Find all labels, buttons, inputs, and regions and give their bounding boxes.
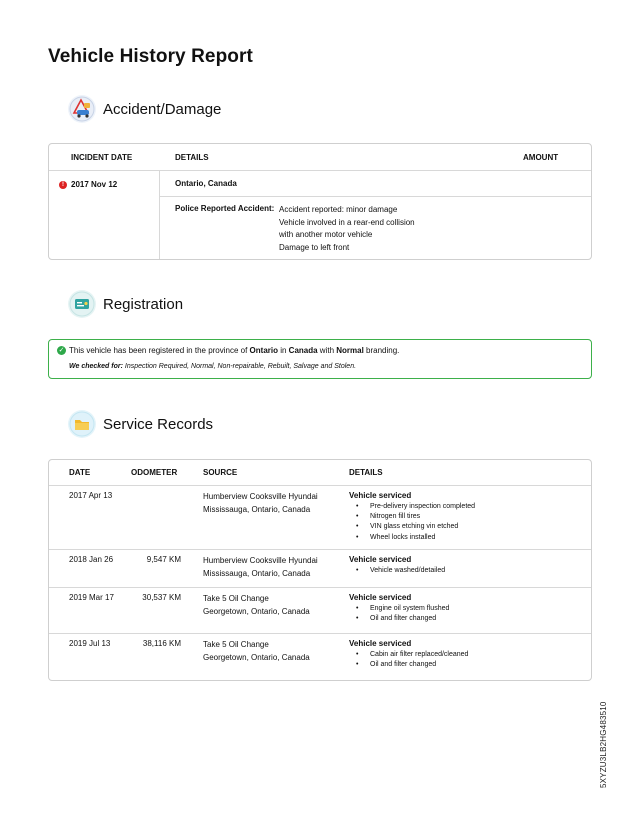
col-amount: AMOUNT — [523, 153, 559, 162]
service-source — [203, 491, 318, 516]
list-item: • Vehicle washed/detailed — [349, 566, 445, 576]
service-date: 2017 Apr 13 — [69, 491, 113, 500]
list-item: • Nitrogen fill tires — [349, 512, 475, 522]
list-item: • VIN glass etching vin etched — [349, 522, 475, 532]
registration-section-header — [68, 290, 183, 318]
reg-text: in — [278, 346, 289, 355]
incident-location: Ontario, Canada — [175, 179, 237, 188]
accident-section-header — [68, 95, 221, 123]
table-row — [49, 634, 591, 680]
incident-detail-line: Vehicle involved in a rear-end collision — [279, 217, 415, 227]
detail-heading: Vehicle serviced — [349, 639, 412, 648]
table-row — [49, 588, 591, 634]
service-table-header — [49, 460, 591, 486]
source-location: Mississauga, Ontario, Canada — [203, 504, 311, 514]
incident-details — [279, 204, 415, 254]
registration-section-title: Registration — [103, 295, 184, 313]
service-odometer: 9,547 KM — [146, 555, 181, 564]
incident-detail-line: Damage to left front — [279, 242, 350, 252]
accident-table — [48, 143, 592, 260]
police-reported-label: Police Reported Accident: — [175, 204, 275, 213]
source-name: Take 5 Oil Change — [203, 594, 269, 603]
checked-for-list: Inspection Required, Normal, Non-repairable, Rebuilt, Salvage and Stolen. — [122, 363, 357, 370]
source-location: Georgetown, Ontario, Canada — [203, 652, 310, 662]
table-row — [49, 486, 591, 550]
registration-box — [48, 339, 592, 379]
service-details — [349, 593, 449, 624]
source-location: Mississauga, Ontario, Canada — [203, 568, 311, 578]
service-source — [203, 639, 310, 664]
col-details: DETAILS — [349, 468, 383, 477]
registration-card-icon — [68, 290, 96, 318]
service-details — [349, 555, 445, 576]
service-date: 2018 Jan 26 — [69, 555, 114, 564]
service-date: 2019 Mar 17 — [69, 593, 114, 602]
list-item: • Cabin air filter replaced/cleaned — [349, 650, 468, 660]
alert-icon: ! — [59, 181, 67, 189]
checked-for-label: We checked for: — [69, 363, 123, 370]
accident-table-header — [49, 144, 591, 171]
incident-date-cell — [49, 171, 160, 259]
detail-heading: Vehicle serviced — [349, 491, 412, 500]
reg-branding: Normal — [336, 346, 364, 355]
registration-statement — [57, 346, 399, 355]
incident-detail-line: with another motor vehicle — [279, 230, 373, 239]
list-item: • Oil and filter changed — [349, 614, 449, 624]
incident-location-row — [160, 171, 591, 197]
service-source — [203, 555, 318, 580]
table-row — [49, 550, 591, 588]
reg-text: branding. — [363, 346, 400, 355]
col-source: SOURCE — [203, 468, 238, 477]
col-incident-date: INCIDENT DATE — [71, 153, 133, 162]
service-date: 2019 Jul 13 — [69, 639, 111, 648]
service-details — [349, 639, 468, 670]
list-item: • Oil and filter changed — [349, 660, 468, 670]
detail-heading: Vehicle serviced — [349, 593, 412, 602]
service-odometer: 30,537 KM — [142, 593, 181, 602]
reg-province: Ontario — [249, 346, 278, 355]
service-section-title: Service Records — [103, 415, 214, 433]
incident-date: 2017 Nov 12 — [71, 180, 118, 189]
vin-number: 5XYZU3LB2HG483510 — [599, 701, 608, 788]
check-circle-icon: ✓ — [58, 347, 65, 354]
reg-text: This vehicle has been registered in the province of — [69, 346, 250, 355]
service-details — [349, 491, 475, 543]
detail-heading: Vehicle serviced — [349, 555, 412, 564]
reg-country: Canada — [288, 346, 318, 355]
folder-icon — [68, 410, 96, 438]
reg-text: with — [317, 346, 337, 355]
list-item: • Engine oil system flushed — [349, 604, 449, 614]
list-item: • Pre-delivery inspection completed — [349, 502, 475, 512]
service-table — [48, 459, 592, 681]
checked-for — [69, 363, 356, 370]
list-item: • Wheel locks installed — [349, 533, 475, 543]
col-details: DETAILS — [175, 153, 209, 162]
report-title: Vehicle History Report — [48, 46, 253, 67]
col-odometer: ODOMETER — [131, 468, 178, 477]
source-location: Georgetown, Ontario, Canada — [203, 606, 310, 616]
source-name: Take 5 Oil Change — [203, 640, 269, 649]
col-date: DATE — [69, 468, 91, 477]
car-crash-icon — [68, 95, 96, 123]
service-source — [203, 593, 310, 618]
service-section-header — [68, 410, 213, 438]
source-name: Humberview Cooksville Hyundai — [203, 556, 318, 565]
incident-detail-line: Accident reported: minor damage — [279, 205, 398, 214]
service-odometer: 38,116 KM — [142, 639, 181, 648]
source-name: Humberview Cooksville Hyundai — [203, 492, 318, 501]
accident-section-title: Accident/Damage — [103, 100, 222, 118]
